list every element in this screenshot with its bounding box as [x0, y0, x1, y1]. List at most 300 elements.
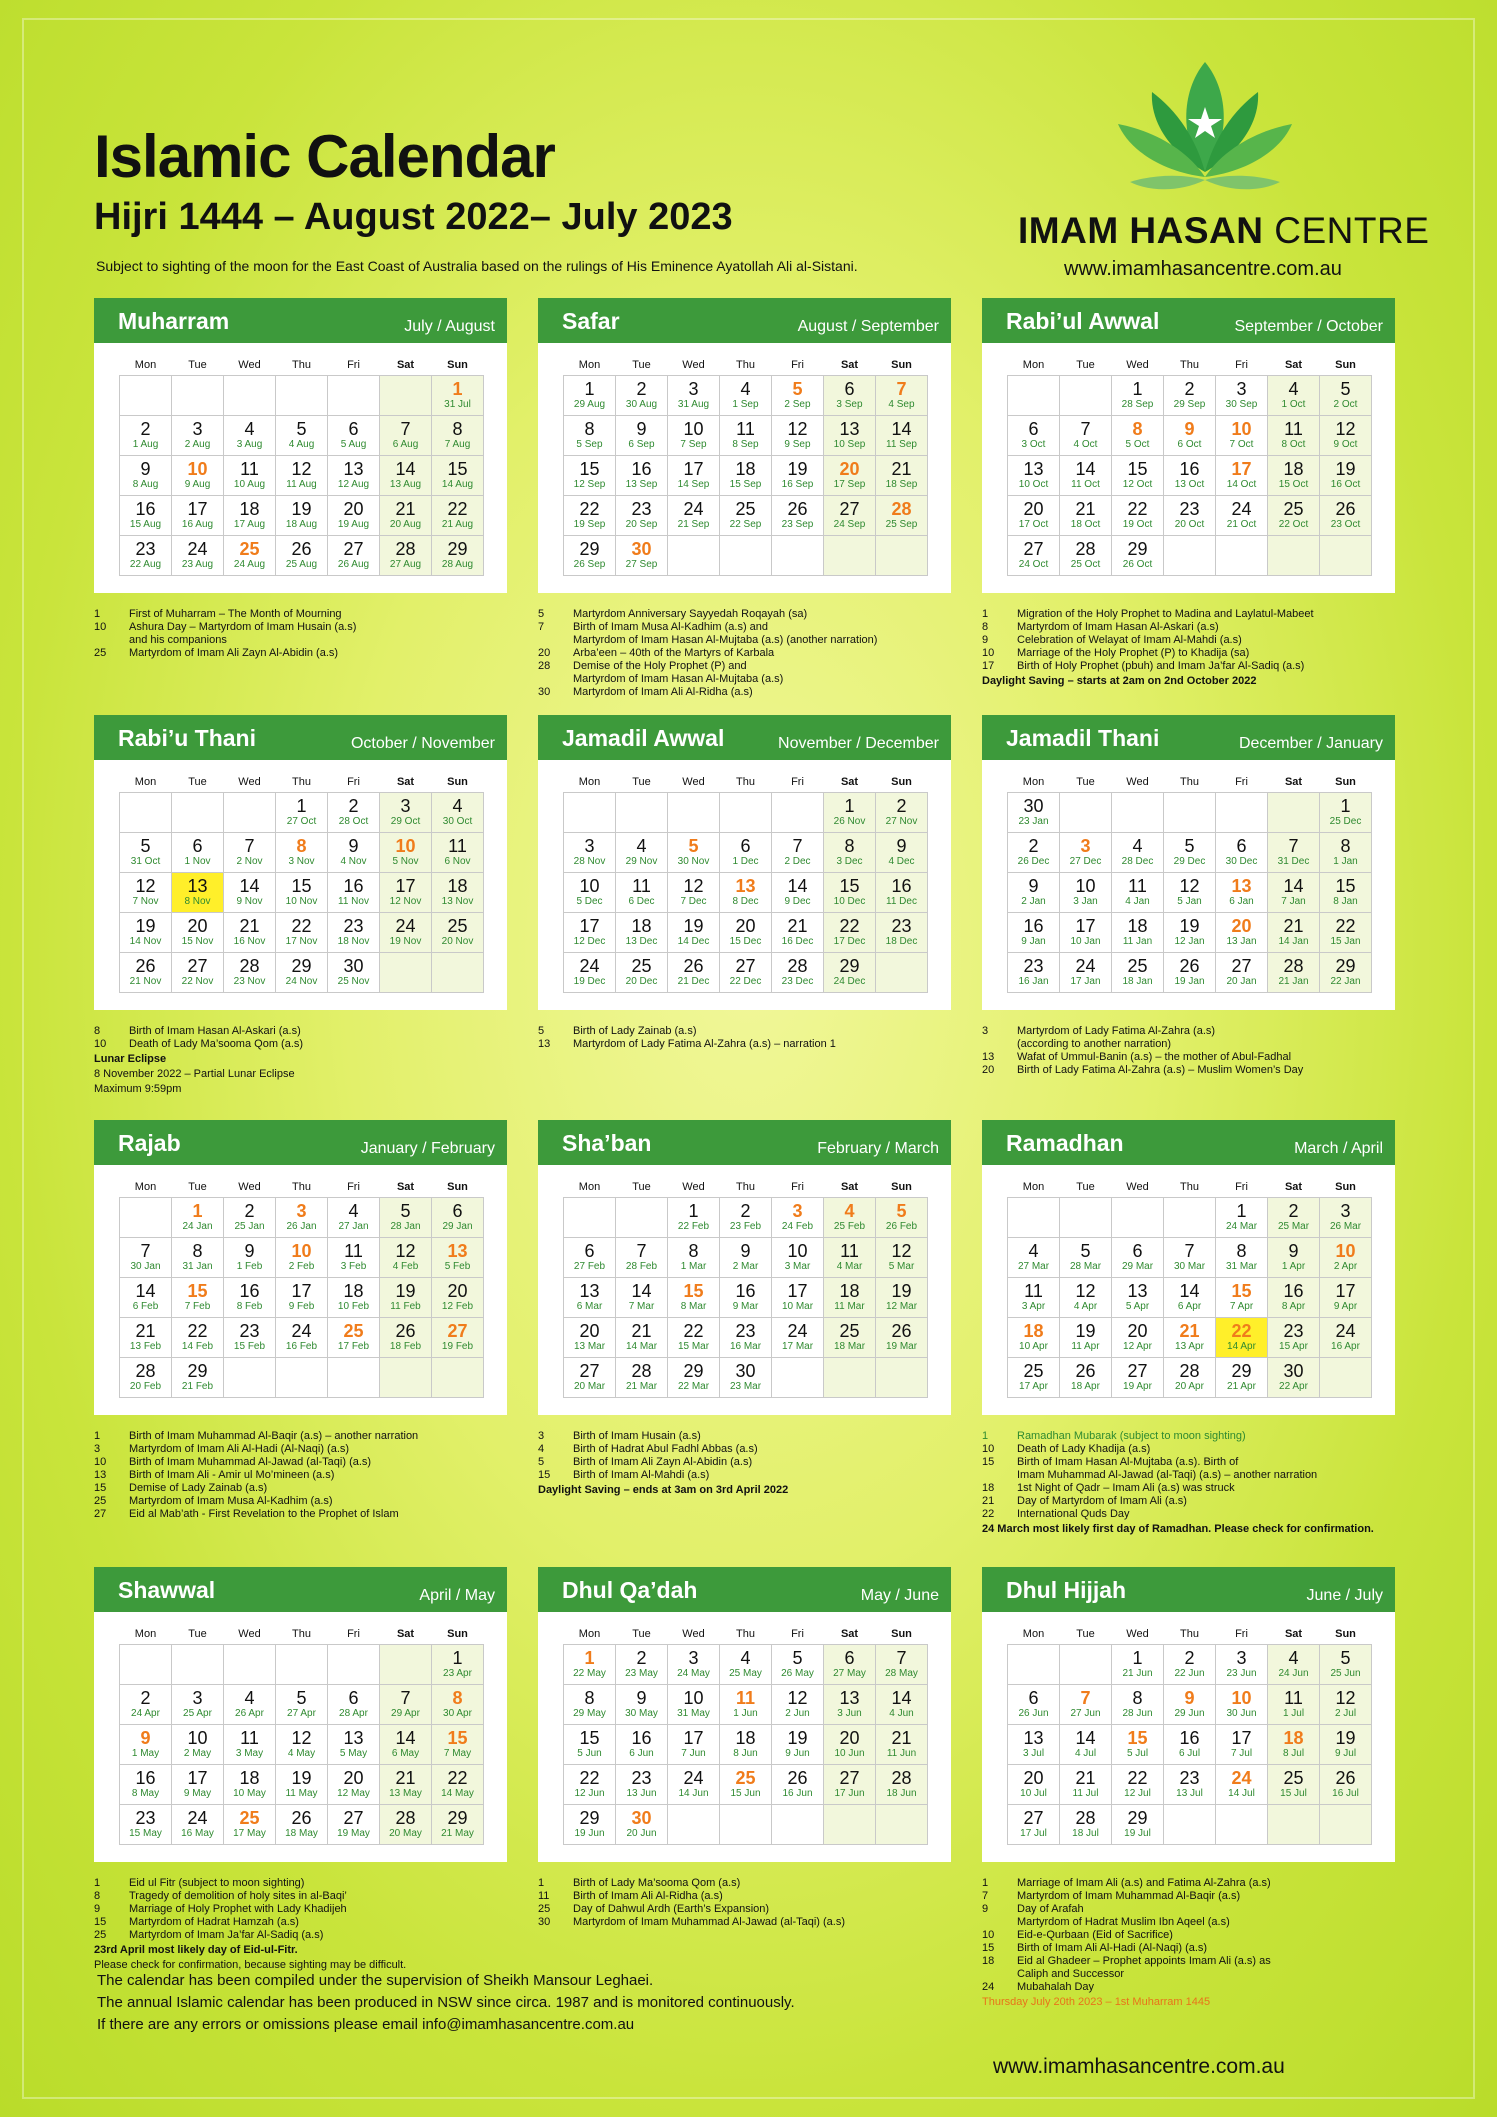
hijri-date: 21 [239, 916, 260, 936]
hijri-date: 24 [1075, 956, 1096, 976]
day-cell [616, 1765, 668, 1805]
hijri-date: 6 [452, 1201, 463, 1221]
empty-day-cell [616, 1198, 668, 1238]
empty-day-cell [1008, 376, 1060, 416]
day-cell [772, 1198, 824, 1238]
month-name: Rabi’u Thani [118, 725, 256, 751]
gregorian-date: 20 Jan [1226, 976, 1257, 987]
day-cell [432, 1278, 484, 1318]
event-text: Day of Martyrdom of Imam Ali (a.s) [1017, 1495, 1187, 1507]
day-cell [172, 456, 224, 496]
week-row [120, 1725, 484, 1765]
hijri-date: 5 [792, 1648, 803, 1668]
empty-day-cell [172, 376, 224, 416]
day-cell [1164, 1685, 1216, 1725]
event-row [982, 1981, 1402, 1994]
gregorian-date: 1 Aug [132, 439, 159, 450]
day-cell [276, 536, 328, 576]
hijri-date: 1 [688, 1201, 699, 1221]
gregorian-date: 11 Feb [390, 1301, 421, 1312]
event-row [538, 1443, 958, 1456]
day-cell [380, 913, 432, 953]
hijri-date: 3 [400, 796, 411, 816]
event-day: 18 [982, 1482, 995, 1494]
day-cell [1008, 456, 1060, 496]
gregorian-date: 9 Nov [236, 896, 263, 907]
event-row [982, 660, 1402, 673]
hijri-date: 4 [844, 1201, 855, 1221]
hijri-date: 13 [1127, 1281, 1148, 1301]
day-cell [668, 1238, 720, 1278]
day-cell [876, 1238, 928, 1278]
gregorian-date: 3 Nov [288, 856, 315, 867]
event-text: Birth of Lady Zainab (a.s) [573, 1025, 697, 1037]
day-cell [1060, 1725, 1112, 1765]
day-cell [432, 456, 484, 496]
month-range: February / March [817, 1140, 939, 1157]
gregorian-date: 31 Aug [677, 399, 710, 410]
gregorian-date: 28 Aug [441, 559, 474, 570]
week-row [120, 1645, 484, 1685]
hijri-date: 16 [631, 1728, 652, 1748]
week-row [120, 1805, 484, 1845]
week-row [564, 1198, 928, 1238]
hijri-date: 13 [579, 1281, 600, 1301]
week-row [564, 1725, 928, 1765]
gregorian-date: 11 Dec [886, 896, 917, 907]
hijri-date: 8 [192, 1241, 203, 1261]
hijri-date: 12 [1075, 1281, 1096, 1301]
event-day: 18 [982, 1955, 995, 1967]
gregorian-date: 26 Jun [1018, 1708, 1049, 1719]
day-cell [772, 833, 824, 873]
hijri-date: 3 [584, 836, 595, 856]
weekday-label: Tue [1076, 1628, 1095, 1640]
month-7 [538, 1120, 951, 1415]
day-cell [1060, 1278, 1112, 1318]
weekday-label: Mon [1022, 359, 1045, 371]
gregorian-date: 24 Jan [182, 1221, 213, 1232]
hijri-date: 20 [187, 916, 208, 936]
hijri-date: 25 [1283, 499, 1304, 519]
hijri-date: 28 [239, 956, 260, 976]
gregorian-date: 31 Dec [1277, 856, 1310, 867]
weekday-label: Sun [447, 1181, 468, 1193]
gregorian-date: 9 Apr [1333, 1301, 1358, 1312]
hijri-date: 3 [688, 379, 699, 399]
hijri-date: 11 [1284, 419, 1303, 439]
day-cell [616, 416, 668, 456]
day-cell [1320, 793, 1372, 833]
hijri-date: 27 [839, 499, 860, 519]
gregorian-date: 3 Jun [837, 1708, 862, 1719]
hijri-date: 21 [1075, 499, 1096, 519]
hijri-date: 11 [240, 1728, 259, 1748]
gregorian-date: 16 Aug [181, 519, 214, 530]
event-row [982, 647, 1402, 660]
gregorian-date: 30 Jan [130, 1261, 161, 1272]
day-cell [328, 1685, 380, 1725]
day-cell [1060, 1318, 1112, 1358]
gregorian-date: 18 Jan [1122, 976, 1153, 987]
gregorian-date: 4 Jul [1074, 1748, 1097, 1759]
month-body [94, 1612, 507, 1862]
hijri-date: 2 [348, 796, 359, 816]
month-grid [563, 772, 928, 993]
day-cell [772, 1725, 824, 1765]
week-row [564, 833, 928, 873]
month-range: May / June [860, 1587, 939, 1604]
hijri-date: 4 [348, 1201, 359, 1221]
hijri-date: 17 [187, 499, 208, 519]
day-cell [1060, 833, 1112, 873]
event-row [94, 1456, 514, 1469]
event-day: 13 [538, 1038, 551, 1050]
gregorian-date: 6 May [391, 1748, 420, 1759]
day-cell [616, 1805, 668, 1845]
hijri-date: 28 [891, 1768, 912, 1788]
gregorian-date: 20 Sep [625, 519, 658, 530]
hijri-date: 2 [636, 1648, 647, 1668]
hijri-date: 23 [735, 1321, 756, 1341]
week-row [1008, 1685, 1372, 1725]
day-cell [564, 1725, 616, 1765]
hijri-date: 11 [736, 419, 755, 439]
weekday-label: Tue [188, 359, 207, 371]
hijri-date: 19 [1075, 1321, 1096, 1341]
week-row [564, 1645, 928, 1685]
event-row [982, 1890, 1402, 1903]
hijri-date: 15 [839, 876, 860, 896]
weekday-label: Mon [134, 776, 157, 788]
event-day [982, 1038, 1017, 1051]
day-cell [616, 913, 668, 953]
day-cell [1320, 953, 1372, 993]
day-cell [276, 496, 328, 536]
hijri-date: 29 [187, 1361, 208, 1381]
day-cell [564, 456, 616, 496]
day-cell [1008, 1278, 1060, 1318]
gregorian-date: 2 Apr [1333, 1261, 1358, 1272]
event-text: Marriage of the Holy Prophet (P) to Khadija (sa) [1017, 647, 1250, 659]
day-cell [824, 1725, 876, 1765]
hijri-date: 16 [891, 876, 912, 896]
empty-day-cell [564, 1198, 616, 1238]
day-cell [668, 496, 720, 536]
day-cell [1112, 1645, 1164, 1685]
weekday-label: Wed [1126, 1181, 1149, 1193]
gregorian-date: 27 Mar [1017, 1261, 1050, 1272]
hijri-date: 15 [579, 1728, 600, 1748]
gregorian-date: 30 Mar [1173, 1261, 1206, 1272]
gregorian-date: 31 Oct [130, 856, 161, 867]
day-cell [1060, 953, 1112, 993]
day-cell [172, 1685, 224, 1725]
hijri-date: 20 [343, 499, 364, 519]
hijri-date: 16 [135, 1768, 156, 1788]
gregorian-date: 12 Jan [1174, 936, 1205, 947]
hijri-date: 7 [636, 1241, 647, 1261]
gregorian-date: 31 Jul [444, 399, 471, 410]
day-cell [564, 1645, 616, 1685]
hijri-date: 10 [787, 1241, 808, 1261]
gregorian-date: 1 Jun [733, 1708, 758, 1719]
gregorian-date: 14 Feb [181, 1341, 214, 1352]
hijri-date: 5 [688, 836, 699, 856]
event-text: Martyrdom of Hadrat Hamzah (a.s) [129, 1916, 299, 1928]
day-cell [876, 1685, 928, 1725]
hijri-date: 7 [896, 379, 907, 399]
gregorian-date: 29 Jan [442, 1221, 473, 1232]
gregorian-date: 22 Apr [1279, 1381, 1308, 1392]
event-row [982, 1025, 1402, 1038]
day-cell [824, 793, 876, 833]
day-cell [224, 1685, 276, 1725]
hijri-date: 17 [579, 916, 600, 936]
weekday-label: Tue [188, 776, 207, 788]
gregorian-date: 15 Jan [1330, 936, 1361, 947]
week-row [1008, 1318, 1372, 1358]
event-text: Martyrdom of Imam Hasan Al-Askari (a.s) [1017, 621, 1219, 633]
hijri-date: 1 [452, 379, 463, 399]
day-cell [824, 1685, 876, 1725]
hijri-date: 22 [579, 499, 600, 519]
weekday-label: Sun [447, 1628, 468, 1640]
day-cell [616, 873, 668, 913]
day-cell [328, 793, 380, 833]
hijri-date: 24 [787, 1321, 808, 1341]
gregorian-date: 24 Jun [1278, 1668, 1309, 1679]
day-cell [1060, 416, 1112, 456]
hijri-date: 3 [688, 1648, 699, 1668]
empty-day-cell [772, 536, 824, 576]
month-grid [1007, 355, 1372, 576]
gregorian-date: 3 Feb [340, 1261, 367, 1272]
hijri-date: 4 [1288, 379, 1299, 399]
gregorian-date: 21 Nov [129, 976, 162, 987]
week-row [120, 376, 484, 416]
hijri-date: 9 [348, 836, 359, 856]
weekday-label: Wed [1126, 359, 1149, 371]
event-row [538, 1903, 958, 1916]
day-cell [1112, 1725, 1164, 1765]
week-row [564, 1278, 928, 1318]
event-text: Wafat of Ummul-Banin (a.s) – the mother of Abul-Fadhal [1017, 1051, 1292, 1063]
hijri-date: 29 [291, 956, 312, 976]
month-name: Rajab [118, 1130, 181, 1156]
hijri-date: 15 [187, 1281, 208, 1301]
weekday-label: Mon [134, 1628, 157, 1640]
day-cell [1164, 833, 1216, 873]
hijri-date: 4 [740, 379, 751, 399]
gregorian-date: 27 Jan [338, 1221, 369, 1232]
weekday-label: Mon [134, 1181, 157, 1193]
day-cell [668, 456, 720, 496]
month-range: October / November [350, 735, 495, 752]
month-body [982, 1612, 1395, 1862]
day-cell [120, 1765, 172, 1805]
hijri-date: 16 [239, 1281, 260, 1301]
day-cell [1268, 496, 1320, 536]
day-cell [668, 1278, 720, 1318]
hijri-date: 11 [735, 1688, 756, 1708]
month-name: Jamadil Awwal [562, 725, 725, 751]
event-row [982, 1942, 1402, 1955]
hijri-date: 12 [135, 876, 156, 896]
week-row [564, 536, 928, 576]
event-row [982, 1038, 1402, 1051]
day-cell [1320, 833, 1372, 873]
day-cell [824, 833, 876, 873]
day-cell [668, 833, 720, 873]
hijri-date: 22 [1335, 916, 1356, 936]
gregorian-date: 25 Nov [337, 976, 370, 987]
gregorian-date: 25 May [729, 1668, 762, 1679]
event-row [982, 1955, 1402, 1968]
hijri-date: 1 [1132, 379, 1143, 399]
hijri-date: 24 [395, 916, 416, 936]
gregorian-date: 14 Sep [677, 479, 710, 490]
day-cell [120, 456, 172, 496]
day-cell [1164, 953, 1216, 993]
event-text: Tragedy of demolition of holy sites in al-Baqi’ [129, 1890, 347, 1902]
hijri-date: 19 [787, 1728, 808, 1748]
event-day: 13 [94, 1469, 107, 1481]
hijri-date: 2 [740, 1201, 751, 1221]
hijri-date: 4 [244, 419, 255, 439]
hijri-date: 14 [395, 459, 416, 479]
event-row [982, 1877, 1402, 1890]
gregorian-date: 15 Aug [129, 519, 162, 530]
footer-url[interactable]: www.imamhasancentre.com.au [993, 2055, 1285, 2078]
week-row [120, 1765, 484, 1805]
event-text: Day of Arafah [1017, 1903, 1084, 1915]
gregorian-date: 21 Apr [1227, 1381, 1256, 1392]
gregorian-date: 2 Aug [184, 439, 211, 450]
event-text: Demise of Lady Zainab (a.s) [129, 1482, 268, 1494]
gregorian-date: 13 Mar [573, 1341, 606, 1352]
gregorian-date: 23 Jan [1018, 816, 1049, 827]
gregorian-date: 16 Jun [782, 1788, 813, 1799]
day-cell [432, 496, 484, 536]
hijri-date: 24 [187, 539, 208, 559]
gregorian-date: 2 Jul [1334, 1708, 1357, 1719]
gregorian-date: 18 May [285, 1828, 318, 1839]
day-cell [1216, 416, 1268, 456]
hijri-date: 7 [1288, 836, 1299, 856]
hijri-date: 5 [1340, 379, 1351, 399]
day-cell [720, 1725, 772, 1765]
day-cell [276, 1685, 328, 1725]
hijri-date: 17 [187, 1768, 208, 1788]
hijri-date: 15 [447, 459, 468, 479]
hijri-date: 21 [891, 1728, 912, 1748]
hijri-date: 19 [787, 459, 808, 479]
event-row [982, 1051, 1402, 1064]
day-cell [720, 833, 772, 873]
hijri-date: 19 [291, 1768, 312, 1788]
day-cell [1112, 416, 1164, 456]
hijri-date: 3 [792, 1201, 803, 1221]
day-cell [616, 1358, 668, 1398]
day-cell [720, 416, 772, 456]
event-row [94, 634, 514, 647]
week-row [1008, 1725, 1372, 1765]
month-events [538, 1025, 958, 1051]
hijri-date: 5 [296, 419, 307, 439]
gregorian-date: 2 Jun [785, 1708, 810, 1719]
empty-day-cell [1320, 536, 1372, 576]
event-day [982, 1968, 1017, 1981]
day-cell [172, 833, 224, 873]
weekday-label: Mon [578, 1628, 601, 1640]
month-header [982, 1120, 1395, 1165]
weekday-label: Sat [1284, 776, 1303, 788]
hijri-date: 9 [1288, 1241, 1299, 1261]
gregorian-date: 6 Feb [132, 1301, 159, 1312]
weekday-label: Fri [1235, 1628, 1248, 1640]
weekday-label: Sat [1284, 1628, 1303, 1640]
hijri-date: 16 [735, 1281, 756, 1301]
event-text: Martyrdom of Imam Ali Zayn Al-Abidin (a.s) [129, 647, 339, 659]
event-row [982, 1495, 1402, 1508]
event-text: Eid al Ghadeer – Prophet appoints Imam Ali (a.s) as [1017, 1955, 1271, 1967]
weekday-label: Fri [791, 1628, 804, 1640]
gregorian-date: 28 Apr [339, 1708, 368, 1719]
day-cell [1216, 1725, 1268, 1765]
gregorian-date: 22 Sep [729, 519, 762, 530]
gregorian-date: 13 Jan [1226, 936, 1257, 947]
day-cell [824, 496, 876, 536]
week-row [564, 873, 928, 913]
hijri-date: 28 [395, 539, 416, 559]
day-cell [120, 496, 172, 536]
hijri-date: 11 [1284, 1688, 1303, 1708]
gregorian-date: 1 Oct [1281, 399, 1306, 410]
day-cell [616, 376, 668, 416]
day-cell [1320, 1725, 1372, 1765]
gregorian-date: 1 Dec [732, 856, 759, 867]
gregorian-date: 29 Mar [1121, 1261, 1154, 1272]
day-cell [1060, 456, 1112, 496]
gregorian-date: 10 Nov [285, 896, 318, 907]
hijri-date: 11 [1128, 876, 1147, 896]
week-row [564, 1685, 928, 1725]
hijri-date: 13 [839, 419, 860, 439]
hijri-date: 8 [844, 836, 855, 856]
hijri-date: 18 [735, 1728, 756, 1748]
event-row [982, 608, 1402, 621]
hijri-date: 29 [579, 1808, 600, 1828]
weekday-label: Wed [682, 359, 705, 371]
month-11 [982, 1567, 1395, 1862]
gregorian-date: 6 Jun [629, 1748, 654, 1759]
week-row [564, 376, 928, 416]
gregorian-date: 7 May [443, 1748, 472, 1759]
weekday-label: Tue [188, 1181, 207, 1193]
gregorian-date: 4 Jun [889, 1708, 914, 1719]
gregorian-date: 8 Mar [680, 1301, 707, 1312]
event-row [538, 1430, 958, 1443]
gregorian-date: 10 Jun [834, 1748, 865, 1759]
empty-day-cell [824, 1358, 876, 1398]
gregorian-date: 25 Oct [1070, 559, 1101, 570]
hijri-date: 27 [343, 539, 364, 559]
empty-day-cell [564, 793, 616, 833]
hijri-date: 1 [844, 796, 855, 816]
hijri-date: 2 [1184, 1648, 1195, 1668]
gregorian-date: 30 Jun [1226, 1708, 1257, 1719]
